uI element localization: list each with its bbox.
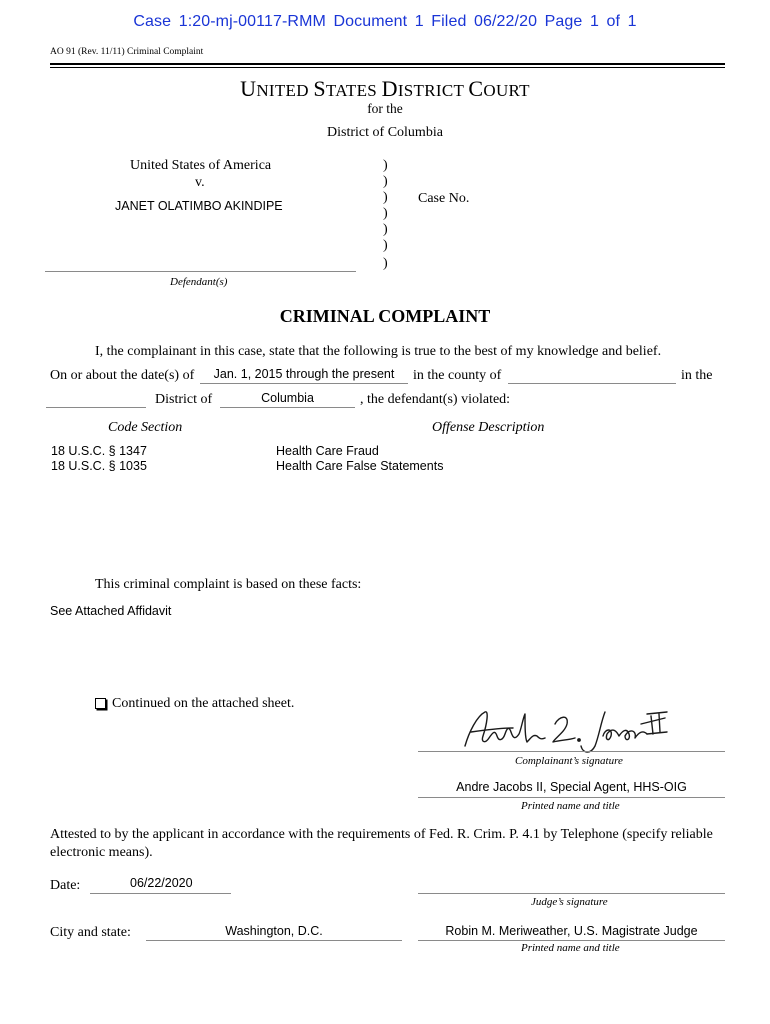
judge-signature-line xyxy=(418,893,725,894)
caption-paren: ) xyxy=(383,158,388,173)
city-state-underline xyxy=(146,940,402,941)
complainant-signature-image xyxy=(455,702,685,758)
date-underline xyxy=(90,893,231,894)
offense-date-field: Jan. 1, 2015 through the present xyxy=(213,367,395,381)
city-state-field: Washington, D.C. xyxy=(225,924,323,938)
filing-stamp: Case 1:20-mj-00117-RMM Document 1 Filed 06/22/20 Page 1 of 1 xyxy=(133,13,637,30)
judge-name-underline xyxy=(418,940,725,941)
violation-code: 18 U.S.C. § 1347 xyxy=(51,444,147,458)
caption-paren: ) xyxy=(383,256,388,271)
printed-name-label: Printed name and title xyxy=(521,800,620,812)
judge-name-title: Robin M. Meriweather, U.S. Magistrate Judge xyxy=(445,924,698,938)
city-state-label: City and state: xyxy=(50,925,131,940)
complainant-name-title: Andre Jacobs II, Special Agent, HHS-OIG xyxy=(456,780,687,794)
date-label: Date: xyxy=(50,878,81,893)
caption-paren: ) xyxy=(383,238,388,253)
county-underline xyxy=(508,383,676,384)
offense-description-header: Offense Description xyxy=(432,420,545,435)
judge-signature-label: Judge’s signature xyxy=(531,896,608,908)
in-county-label: in the county of xyxy=(413,368,502,383)
plaintiff-name: United States of America xyxy=(130,158,272,173)
header-rule-thin xyxy=(50,67,725,68)
district-of-label: District of xyxy=(155,392,213,407)
offense-date-underline xyxy=(200,383,408,384)
complainant-signature-line xyxy=(418,751,725,752)
defendant-underline xyxy=(45,271,356,272)
code-section-header: Code Section xyxy=(108,420,183,435)
court-title: UNITED STATES DISTRICT COURT xyxy=(240,76,530,101)
for-the-label: for the xyxy=(367,101,403,116)
district-prefix-underline xyxy=(46,407,146,408)
caption-paren: ) xyxy=(383,222,388,237)
continued-label: Continued on the attached sheet. xyxy=(112,696,295,711)
attestation-text: Attested to by the applicant in accordance with the requirements of Fed. R. Crim. P. 4.1 by Telephone (specify reliable electronic means). xyxy=(50,827,713,860)
facts-intro: This criminal complaint is based on these facts: xyxy=(95,577,362,592)
form-identifier: AO 91 (Rev. 11/11) Criminal Complaint xyxy=(50,47,204,57)
complainant-signature-label: Complainant’s signature xyxy=(515,755,623,767)
complainant-name-underline xyxy=(418,797,725,798)
defendant-violated-label: , the defendant(s) violated: xyxy=(360,392,511,407)
caption-paren: ) xyxy=(383,206,388,221)
complaint-intro: I, the complainant in this case, state that the following is true to the best of my knowledge and belief. xyxy=(95,344,662,359)
facts-value: See Attached Affidavit xyxy=(50,604,172,618)
header-rule xyxy=(50,63,725,65)
judge-printed-name-label: Printed name and title xyxy=(521,942,620,954)
violation-code: 18 U.S.C. § 1035 xyxy=(51,459,147,473)
complaint-heading: CRIMINAL COMPLAINT xyxy=(279,306,491,326)
violation-offense: Health Care False Statements xyxy=(276,459,444,473)
in-the-label: in the xyxy=(681,368,713,383)
violation-offense: Health Care Fraud xyxy=(276,444,379,458)
caption-paren: ) xyxy=(383,174,388,189)
versus-label: v. xyxy=(195,175,205,190)
district-name: District of Columbia xyxy=(327,125,443,140)
defendant-label: Defendant(s) xyxy=(170,276,228,288)
continued-checkbox[interactable] xyxy=(95,698,106,709)
date-field: 06/22/2020 xyxy=(130,876,193,890)
defendant-name: JANET OLATIMBO AKINDIPE xyxy=(115,199,283,213)
district-underline xyxy=(220,407,355,408)
district-field: Columbia xyxy=(261,391,314,405)
caption-paren: ) xyxy=(383,190,388,205)
on-or-about-label: On or about the date(s) of xyxy=(50,368,195,383)
case-no-label: Case No. xyxy=(418,191,470,206)
